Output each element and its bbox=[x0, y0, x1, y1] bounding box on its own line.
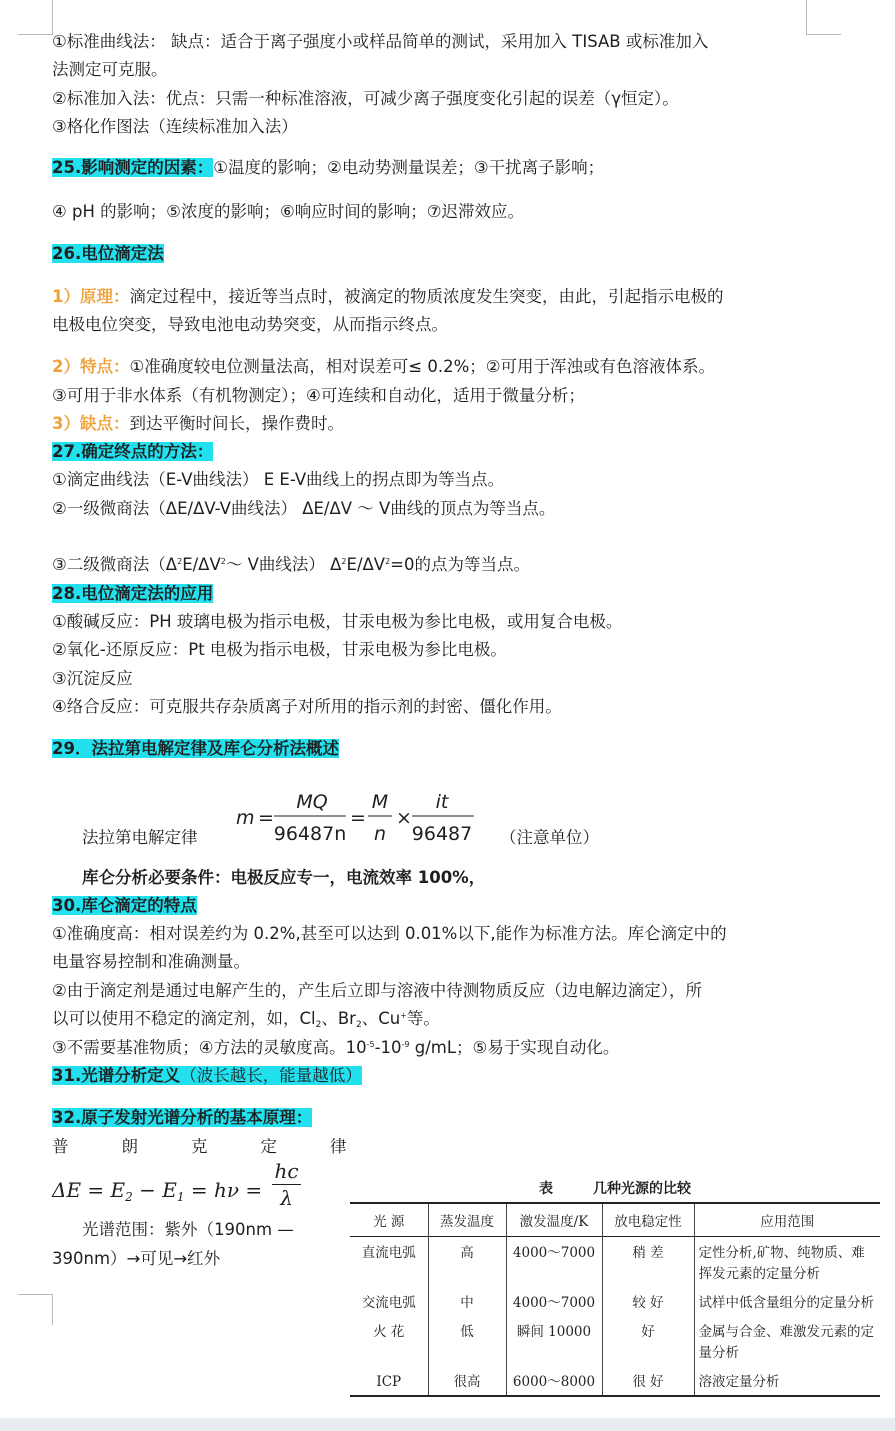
section-32 bbox=[52, 1106, 312, 1130]
page-corner-mark bbox=[806, 0, 841, 35]
table-cell: 试样中低含量组分的定量分析 bbox=[698, 1295, 874, 1311]
text-span: =0的点为等当点。 bbox=[390, 555, 530, 574]
superscript: -9 bbox=[401, 1040, 410, 1049]
fraction-numerator: hc bbox=[274, 1159, 299, 1183]
coulomb-condition: 库仑分析必要条件：电极反应专一，电流效率 100%， bbox=[82, 868, 486, 887]
text-span: 等。 bbox=[406, 1009, 440, 1028]
text-line bbox=[52, 412, 344, 436]
table-body bbox=[350, 1237, 880, 1397]
table-cell: 很高 bbox=[428, 1366, 506, 1396]
superscript: -5 bbox=[366, 1040, 375, 1049]
subscript: 2 bbox=[315, 1020, 322, 1030]
text-line: ②氧化-还原反应：Pt 电极为指示电极，甘汞电极为参比电极。 bbox=[52, 640, 507, 659]
section-heading: 27.确定终点的方法： bbox=[52, 442, 214, 461]
text-span: E/ΔV bbox=[182, 555, 221, 574]
table-cell: 较 好 bbox=[602, 1287, 694, 1316]
text-span: g/mL；⑤易于实现自动化。 bbox=[409, 1038, 620, 1057]
section-30 bbox=[52, 894, 197, 918]
text-span: ①温度的影响；②电动势测量误差；③干扰离子影响； bbox=[213, 158, 605, 177]
text-line: 法测定可克服。 bbox=[52, 60, 168, 79]
text-line: ②由于滴定剂是通过电解产生的，产生后立即与溶液中待测物质反应（边电解边滴定），所 bbox=[52, 981, 703, 1000]
page-corner-mark bbox=[18, 0, 53, 35]
text-span: ～ V曲线法） Δ bbox=[225, 555, 342, 574]
section-29 bbox=[52, 737, 339, 761]
text-span: 以可以使用不稳定的滴定剂，如，Cl bbox=[52, 1009, 316, 1028]
formula-equals: = bbox=[258, 807, 274, 829]
section-27 bbox=[52, 440, 213, 464]
planck-law-label: 普朗克定律 bbox=[52, 1137, 400, 1156]
section-28 bbox=[52, 582, 213, 606]
fraction bbox=[272, 1158, 300, 1211]
formula-m: m bbox=[236, 807, 255, 829]
subscript: 2 bbox=[125, 1190, 133, 1204]
label-features: 2）特点： bbox=[52, 357, 130, 376]
table-header-cell: 放电稳定性 bbox=[602, 1203, 694, 1237]
superscript: 2 bbox=[385, 557, 391, 566]
text-span: E/ΔV bbox=[346, 555, 386, 574]
table-header-cell: 光 源 bbox=[350, 1203, 428, 1237]
table-cell: 4000～7000 bbox=[506, 1287, 602, 1316]
formula-equals: = bbox=[350, 807, 366, 829]
text-span: ③二级微商法（Δ bbox=[52, 555, 178, 574]
table-header-cell: 蒸发温度 bbox=[428, 1203, 506, 1237]
label-principle: 1）原理： bbox=[52, 287, 130, 306]
caption-title: 几种光源的比较 bbox=[593, 1181, 691, 1197]
superscript: 2 bbox=[341, 557, 347, 566]
table-cell: 金属与合金、难激发元素的定量分析 bbox=[698, 1324, 874, 1361]
text-line bbox=[52, 285, 723, 309]
text-line: 电量容易控制和准确测量。 bbox=[52, 952, 250, 971]
table-cell: 6000～8000 bbox=[506, 1366, 602, 1396]
formula-denominator: 96487n bbox=[273, 823, 347, 845]
text-span: 、Br bbox=[321, 1009, 356, 1028]
table-cell: ICP bbox=[350, 1366, 428, 1396]
text-line: ③沉淀反应 bbox=[52, 669, 133, 688]
eq-part: − E bbox=[132, 1178, 177, 1202]
formula-denominator: n bbox=[373, 823, 387, 845]
section-heading: 25.影响测定的因素： bbox=[52, 158, 214, 177]
page-corner-mark bbox=[18, 1294, 53, 1325]
planck-equation bbox=[52, 1159, 301, 1211]
subscript: 2 bbox=[355, 1020, 362, 1030]
text-line: ①标准曲线法： 缺点：适合于离子强度小或样品简单的测试，采用加入 TISAB 或标准加入 bbox=[52, 32, 709, 51]
text-span: ③不需要基准物质；④方法的灵敏度高。10 bbox=[52, 1038, 367, 1057]
formula-numerator: it bbox=[435, 791, 449, 813]
section-25 bbox=[52, 156, 604, 180]
table-cell: 4000～7000 bbox=[506, 1237, 602, 1288]
formula-denominator: 96487 bbox=[411, 823, 473, 845]
table-cell: 溶液定量分析 bbox=[698, 1374, 780, 1390]
comparison-table bbox=[350, 1202, 880, 1397]
section-heading: 28.电位滴定法的应用 bbox=[52, 584, 214, 603]
text-span: ①准确度较电位测量法高，相对误差可≤ 0.2%；②可用于浑浊或有色溶液体系。 bbox=[129, 357, 716, 376]
table-cell: 稍 差 bbox=[602, 1237, 694, 1288]
faraday-formula bbox=[230, 788, 490, 854]
text-span: -10 bbox=[374, 1038, 402, 1057]
table-header-cell: 激发温度/K bbox=[506, 1203, 602, 1237]
superscript: 2 bbox=[177, 557, 183, 566]
eq-part: ΔE = E bbox=[52, 1178, 126, 1202]
table-cell: 定性分析,矿物、纯物质、难挥发元素的定量分析 bbox=[698, 1245, 865, 1282]
subscript: 1 bbox=[176, 1190, 185, 1204]
heading-note: （波长越长，能量越低） bbox=[180, 1066, 362, 1085]
faraday-note: （注意单位） bbox=[500, 828, 599, 847]
heading-text: 31.光谱分析定义 bbox=[52, 1066, 181, 1085]
text-line bbox=[52, 355, 715, 379]
table-cell: 瞬间 10000 bbox=[506, 1316, 602, 1366]
table-caption bbox=[350, 1176, 880, 1202]
label-drawbacks: 3）缺点： bbox=[52, 414, 130, 433]
text-span: 滴定过程中，接近等当点时，被滴定的物质浓度发生突变，由此，引起指示电极的 bbox=[129, 287, 724, 306]
text-line: ③可用于非水体系（有机物测定）；④可连续和自动化，适用于微量分析； bbox=[52, 386, 585, 405]
table-row bbox=[350, 1287, 880, 1316]
table-cell: 高 bbox=[428, 1237, 506, 1288]
superscript: 2 bbox=[220, 557, 226, 566]
light-source-table bbox=[350, 1176, 880, 1397]
section-26 bbox=[52, 242, 164, 266]
table-row bbox=[350, 1366, 880, 1396]
formula-numerator: M bbox=[371, 791, 389, 813]
section-heading: 29．法拉第电解定律及库仑分析法概述 bbox=[52, 739, 339, 758]
faraday-label: 法拉第电解定律 bbox=[82, 828, 198, 847]
table-row bbox=[350, 1237, 880, 1288]
text-line bbox=[52, 1036, 619, 1060]
text-line: ①滴定曲线法（E-V曲线法） E E-V曲线上的拐点即为等当点。 bbox=[52, 470, 505, 489]
formula-times: × bbox=[396, 807, 412, 829]
table-cell: 直流电弧 bbox=[350, 1237, 428, 1288]
text-line: 电极电位突变，导致电池电动势突变，从而指示终点。 bbox=[52, 315, 448, 334]
text-line: ②标准加入法：优点：只需一种标准溶液，可减少离子强度变化引起的误差（γ恒定）。 bbox=[52, 89, 679, 108]
formula-numerator: MQ bbox=[296, 791, 328, 813]
text-line: ④络合反应：可克服共存杂质离子对所用的指示剂的封密、僵化作用。 bbox=[52, 697, 562, 716]
text-line: ①准确度高：相对误差约为 0.2%,甚至可以达到 0.01%以下,能作为标准方法。库仑滴定中的 bbox=[52, 924, 727, 943]
bottom-scroll-bar bbox=[0, 1418, 895, 1431]
section-heading: 26.电位滴定法 bbox=[52, 244, 164, 263]
text-line: ①酸碱反应：PH 玻璃电极为指示电极，甘汞电极为参比电极，或用复合电极。 bbox=[52, 612, 623, 631]
text-span: 、Cu bbox=[361, 1009, 401, 1028]
spectrum-range: 390nm）→可见→红外 bbox=[52, 1249, 221, 1268]
section-heading: 30.库仑滴定的特点 bbox=[52, 896, 197, 915]
text-line bbox=[52, 553, 530, 577]
text-line: ④ pH 的影响；⑤浓度的影响；⑥响应时间的影响；⑦迟滞效应。 bbox=[52, 202, 525, 221]
section-heading bbox=[52, 1066, 362, 1085]
text-line: ③格化作图法（连续标准加入法） bbox=[52, 117, 298, 136]
table-cell: 交流电弧 bbox=[350, 1287, 428, 1316]
table-cell: 中 bbox=[428, 1287, 506, 1316]
eq-part: = hν = bbox=[184, 1178, 263, 1202]
table-header-cell: 应用范围 bbox=[760, 1214, 815, 1230]
text-line bbox=[52, 1007, 440, 1031]
table-cell: 低 bbox=[428, 1316, 506, 1366]
table-row bbox=[350, 1316, 880, 1366]
section-31 bbox=[52, 1064, 362, 1088]
spectrum-range: 光谱范围：紫外（190nm — bbox=[82, 1220, 294, 1239]
text-line: ②一级微商法（ΔE/ΔV-V曲线法） ΔE/ΔV ～ V曲线的顶点为等当点。 bbox=[52, 499, 556, 518]
table-cell: 很 好 bbox=[602, 1366, 694, 1396]
table-header-row bbox=[350, 1203, 880, 1237]
text-span: 到达平衡时间长，操作费时。 bbox=[129, 414, 344, 433]
fraction-denominator: λ bbox=[280, 1186, 293, 1210]
table-cell: 好 bbox=[602, 1316, 694, 1366]
table-cell: 火 花 bbox=[350, 1316, 428, 1366]
caption-label: 表 bbox=[539, 1181, 553, 1197]
section-heading: 32.原子发射光谱分析的基本原理： bbox=[52, 1108, 313, 1127]
superscript: + bbox=[400, 1011, 407, 1020]
